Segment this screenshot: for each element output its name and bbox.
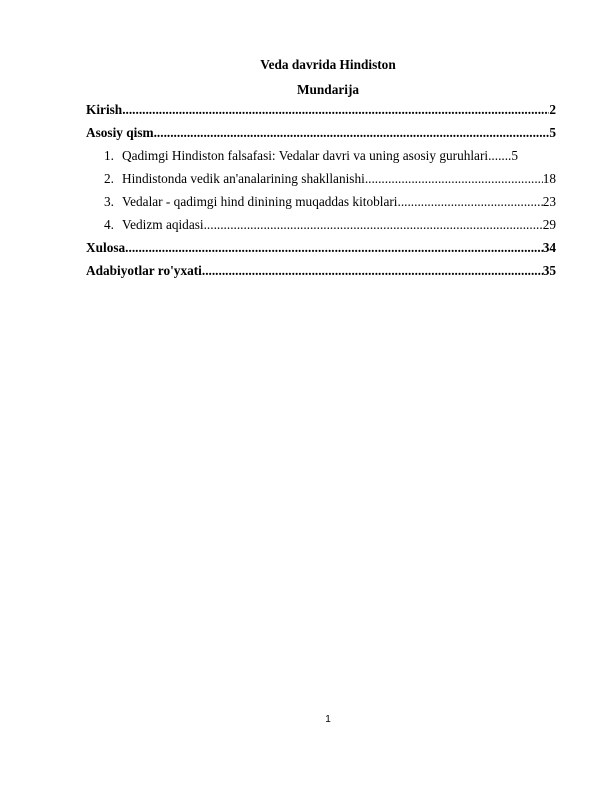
toc-subentry-4[interactable] xyxy=(86,217,556,240)
toc-dot-leader xyxy=(398,194,543,210)
toc-page-number: 34 xyxy=(542,240,556,255)
toc-entry-label: Xulosa xyxy=(86,240,126,255)
page-number: 1 xyxy=(325,714,331,725)
toc-entry-number: 4. xyxy=(104,217,114,232)
toc-entry-label: Qadimgi Hindiston falsafasi: Vedalar davri va uning asosiy guruhlari xyxy=(122,148,489,163)
toc-ellipsis-leader: ....... xyxy=(488,148,512,163)
toc-page-number: 5 xyxy=(511,148,519,163)
toc-entry-label: Vedizm aqidasi xyxy=(122,217,204,232)
toc-page-number: 29 xyxy=(542,217,556,232)
toc-entry-number: 1. xyxy=(104,148,114,163)
toc-entry-number: 2. xyxy=(104,171,114,186)
toc-entry-label: Hindistonda vedik an'analarining shakllanishi xyxy=(122,171,365,186)
toc-dot-leader xyxy=(202,263,543,279)
toc-page-number: 23 xyxy=(542,194,556,209)
toc-subentry-2[interactable] xyxy=(86,171,556,194)
table-of-contents xyxy=(86,102,556,286)
toc-dot-leader xyxy=(154,125,550,141)
toc-entry-label: Vedalar - qadimgi hind dinining muqaddas kitoblari xyxy=(122,194,398,209)
toc-entry-asosiy-qism[interactable] xyxy=(86,125,556,148)
toc-entry-label: Adabiyotlar ro'yxati xyxy=(86,263,202,278)
document-title: Veda davrida Hindiston xyxy=(260,57,396,72)
toc-page-number: 2 xyxy=(549,102,556,117)
toc-dot-leader xyxy=(204,217,543,233)
toc-entry-kirish[interactable] xyxy=(86,102,556,125)
toc-page-number: 5 xyxy=(549,125,556,140)
toc-dot-leader xyxy=(365,171,543,187)
toc-entry-number: 3. xyxy=(104,194,114,209)
toc-entry-label: Asosiy qism xyxy=(86,125,154,140)
toc-page-number: 35 xyxy=(542,263,556,278)
toc-entry-label: Kirish xyxy=(86,102,123,117)
toc-page-number: 18 xyxy=(542,171,556,186)
toc-heading: Mundarija xyxy=(296,82,360,97)
toc-subentry-3[interactable] xyxy=(86,194,556,217)
toc-subentry-1[interactable] xyxy=(86,148,556,171)
toc-entry-adabiyotlar[interactable] xyxy=(86,263,556,286)
toc-entry-xulosa[interactable] xyxy=(86,240,556,263)
toc-dot-leader xyxy=(125,240,543,256)
toc-dot-leader xyxy=(122,102,549,118)
